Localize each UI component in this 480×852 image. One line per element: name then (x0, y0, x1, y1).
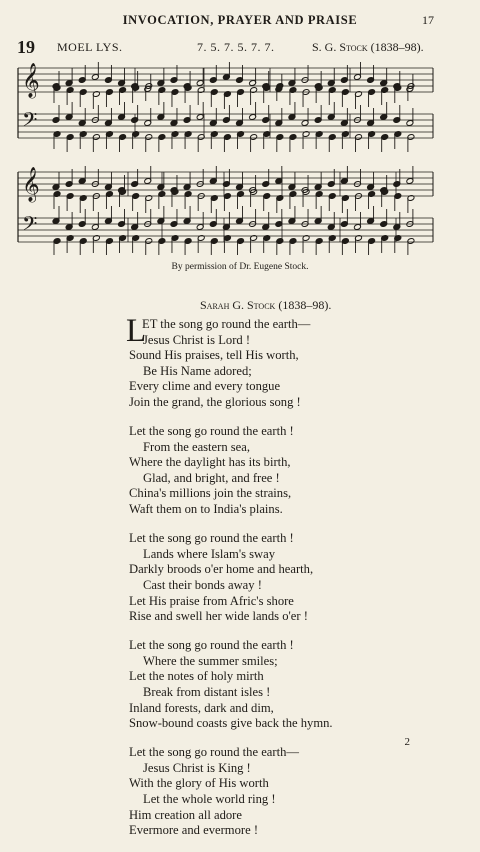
verse-line: Where the summer smiles; (143, 653, 278, 668)
verse-line: Jesus Christ is King ! (143, 760, 251, 775)
stanza (129, 424, 333, 518)
verse-line: ET the song go round the earth— (142, 317, 311, 331)
verse-line: Let the notes of holy mirth (129, 669, 264, 684)
verse-line: Waft them on to India's plains. (129, 502, 283, 517)
verse-line: China's millions join the strains, (129, 486, 292, 501)
bass-clef-icon: 𝄢 (22, 212, 38, 240)
verse-line: With the glory of His worth (129, 776, 269, 791)
composer-credit (312, 40, 424, 55)
stanza (129, 638, 333, 732)
stanza (126, 313, 333, 411)
score-system-2 (18, 166, 433, 255)
verse-line: Snow-bound coasts give back the hymn. (129, 716, 333, 731)
score-system-1 (18, 62, 433, 152)
verse-line: Be His Name adored; (143, 363, 252, 378)
verse-line: Every clime and every tongue (129, 379, 281, 394)
page-number: 17 (422, 13, 434, 27)
treble-clef-icon: 𝄞 (22, 167, 40, 202)
music-score (14, 60, 439, 255)
verse-line: Glad, and bright, and free ! (143, 470, 280, 485)
verse-line: Let the song go round the earth ! (129, 638, 294, 653)
verse-line: Inland forests, dark and dim, (129, 700, 274, 715)
stanza (129, 745, 333, 839)
treble-clef-icon: 𝄞 (22, 63, 40, 98)
stanza (129, 531, 333, 625)
verse-line: Sound His praises, tell His worth, (129, 348, 299, 363)
verse-line: Join the grand, the glorious song ! (129, 394, 301, 409)
author-dates: (1838–98). (278, 298, 332, 312)
verse-line: Let His praise from Afric's shore (129, 593, 294, 608)
author-name: Sarah G. Stock (200, 298, 276, 312)
verse-line: Let the song go round the earth ! (129, 424, 294, 439)
permission-note: By permission of Dr. Eugene Stock. (171, 262, 309, 272)
verse-line: Let the song go round the earth ! (129, 531, 294, 546)
running-header-title: INVOCATION, PRAYER AND PRAISE (122, 13, 358, 27)
verse-line: Lands where Islam's sway (143, 546, 276, 561)
verse-line: Let the whole world ring ! (143, 792, 276, 807)
verse-line: Where the daylight has its birth, (129, 455, 291, 470)
verse-line: Let the song go round the earth— (129, 745, 299, 760)
verse-line: Him creation all adore (129, 807, 242, 822)
bass-clef-icon: 𝄢 (22, 108, 38, 136)
verse-line: Evermore and evermore ! (129, 823, 259, 838)
hymn-metre: 7. 5. 7. 5. 7. 7. (197, 40, 275, 54)
author-credit (200, 298, 331, 313)
hymn-number: 19 (17, 37, 35, 57)
verse-line: Darkly broods o'er home and hearth, (129, 562, 314, 577)
composer-dates: (1838–98). (370, 40, 424, 54)
tune-name: MOEL LYS. (57, 40, 123, 54)
verse-line: Break from distant isles ! (143, 684, 271, 699)
verse-line: Cast their bonds away ! (143, 577, 262, 592)
drop-cap: L (126, 313, 147, 349)
verse-line: From the eastern sea, (143, 439, 251, 454)
hymn-text (126, 313, 333, 852)
composer-name: S. G. Stock (312, 40, 368, 54)
verse-line: Rise and swell her wide lands o'er ! (129, 609, 308, 624)
verse-line: Jesus Christ is Lord ! (143, 332, 251, 347)
signature-mark: 2 (404, 736, 410, 748)
